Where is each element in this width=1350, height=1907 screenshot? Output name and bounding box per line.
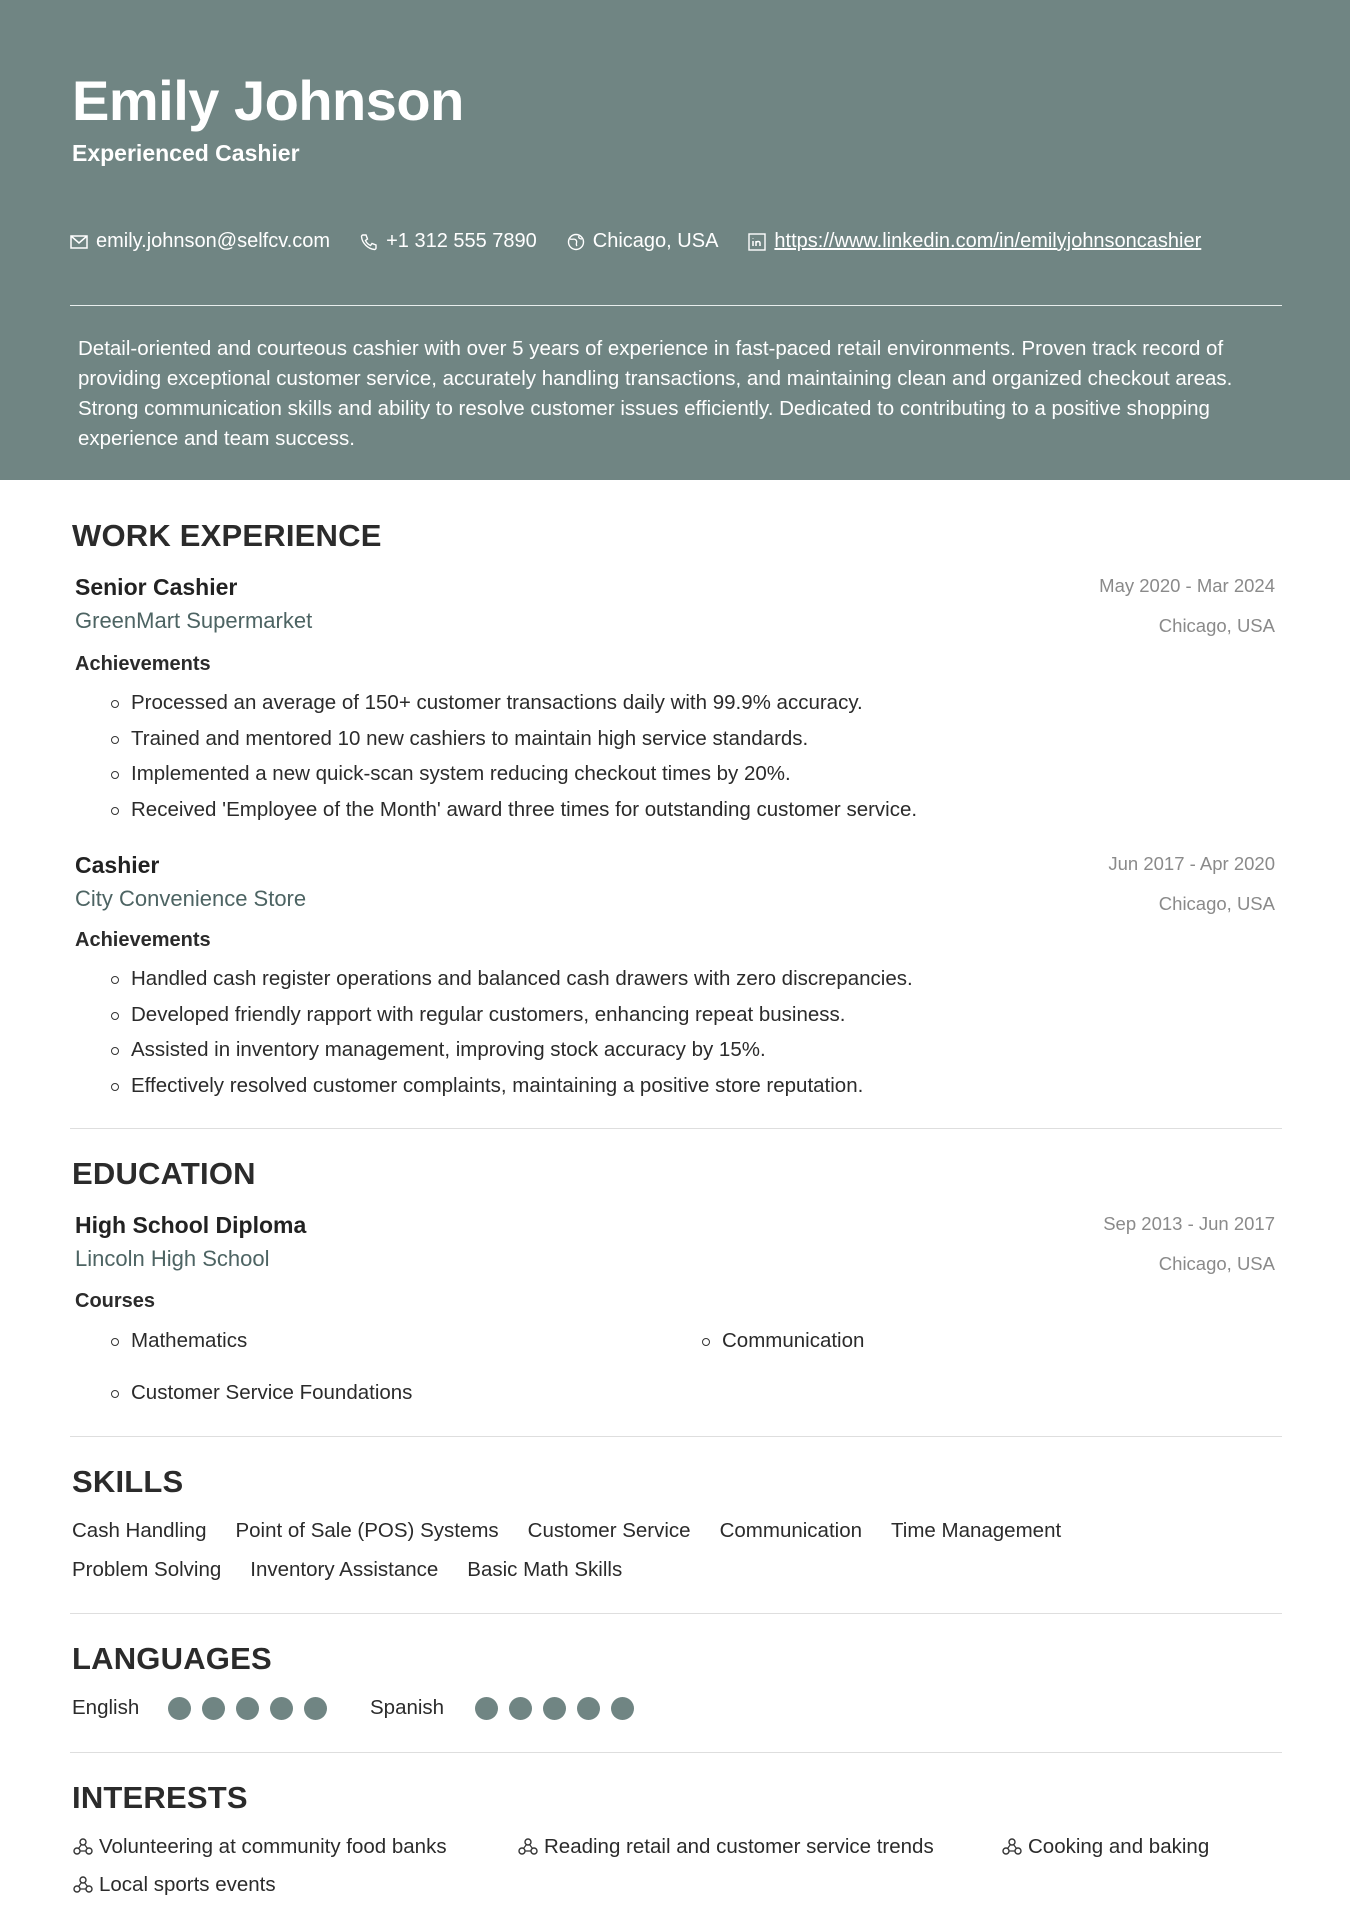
section-title-skills: SKILLS bbox=[72, 1464, 184, 1499]
contact-email[interactable] bbox=[70, 230, 330, 253]
skill-item: Cash Handling bbox=[72, 1519, 207, 1542]
degree-title: High School Diploma bbox=[75, 1212, 307, 1238]
job-company: GreenMart Supermarket bbox=[75, 608, 313, 633]
rating-dot bbox=[236, 1697, 259, 1720]
interest-text: Cooking and baking bbox=[1028, 1835, 1210, 1858]
section-divider bbox=[70, 1128, 1282, 1129]
job-title: Senior Cashier bbox=[75, 574, 238, 600]
interest-text: Reading retail and customer service trends bbox=[544, 1835, 934, 1858]
rating-dot bbox=[168, 1697, 191, 1720]
section-divider bbox=[70, 1436, 1282, 1437]
section-divider bbox=[70, 1613, 1282, 1614]
rating-dot bbox=[202, 1697, 225, 1720]
achievements-label: Achievements bbox=[75, 929, 211, 951]
skill-item: Basic Math Skills bbox=[467, 1558, 623, 1581]
achievements-list bbox=[131, 961, 913, 1103]
courses-label: Courses bbox=[75, 1290, 156, 1312]
course-item: Mathematics bbox=[131, 1329, 248, 1352]
interest-icon bbox=[1002, 1838, 1022, 1856]
education-dates: Sep 2013 - Jun 2017 bbox=[1103, 1213, 1275, 1234]
section-title-languages: LANGUAGES bbox=[72, 1641, 272, 1676]
language-name: English bbox=[72, 1696, 140, 1719]
contact-bar bbox=[70, 230, 1231, 253]
job-company: City Convenience Store bbox=[75, 886, 307, 911]
list-item: Assisted in inventory management, improving stock accuracy by 15%. bbox=[131, 1032, 913, 1068]
location-text: Chicago, USA bbox=[592, 230, 719, 252]
skill-item: Point of Sale (POS) Systems bbox=[235, 1519, 499, 1542]
list-item: Effectively resolved customer complaints, maintaining a positive store reputation. bbox=[131, 1068, 913, 1104]
profile-summary: Detail-oriented and courteous cashier with over 5 years of experience in fast-paced retail environments. Proven track record of providing exceptional customer service, accurately handling transactions, and maintaining clean and organized checkout areas. Strong communication skills and ability to resolve customer issues efficiently. Dedicated to contributing to a positive shopping experience and team success. bbox=[78, 337, 1233, 450]
contact-linkedin[interactable] bbox=[748, 230, 1201, 253]
job-dates: May 2020 - Mar 2024 bbox=[1099, 575, 1275, 596]
interest-icon bbox=[73, 1838, 93, 1856]
globe-icon bbox=[567, 233, 585, 251]
skill-item: Inventory Assistance bbox=[250, 1558, 439, 1581]
mail-icon bbox=[70, 235, 88, 249]
rating-dot bbox=[270, 1697, 293, 1720]
interest-item bbox=[73, 1873, 276, 1897]
list-item: Developed friendly rapport with regular customers, enhancing repeat business. bbox=[131, 997, 913, 1033]
interest-icon bbox=[518, 1838, 538, 1856]
rating-dot bbox=[475, 1697, 498, 1720]
contact-phone[interactable] bbox=[360, 230, 537, 253]
email-text: emily.johnson@selfcv.com bbox=[96, 230, 331, 252]
section-divider bbox=[70, 1752, 1282, 1753]
list-item: Received 'Employee of the Month' award three times for outstanding customer service. bbox=[131, 792, 917, 828]
interest-item bbox=[518, 1835, 934, 1859]
candidate-title: Experienced Cashier bbox=[72, 140, 300, 166]
interest-text: Local sports events bbox=[99, 1873, 276, 1896]
job-dates: Jun 2017 - Apr 2020 bbox=[1108, 853, 1275, 874]
skills-row bbox=[72, 1558, 651, 1582]
interest-icon bbox=[73, 1876, 93, 1894]
school-name: Lincoln High School bbox=[75, 1246, 270, 1271]
course-item: Communication bbox=[722, 1329, 865, 1352]
interest-item bbox=[73, 1835, 447, 1859]
language-rating bbox=[168, 1697, 338, 1720]
phone-icon bbox=[360, 233, 378, 251]
linkedin-icon bbox=[748, 233, 766, 251]
header-divider bbox=[70, 305, 1282, 306]
skill-item: Problem Solving bbox=[72, 1558, 222, 1581]
list-item: Processed an average of 150+ customer transactions daily with 99.9% accuracy. bbox=[131, 685, 917, 721]
list-item: Trained and mentored 10 new cashiers to maintain high service standards. bbox=[131, 721, 917, 757]
interest-text: Volunteering at community food banks bbox=[99, 1835, 447, 1858]
phone-text: +1 312 555 7890 bbox=[386, 230, 537, 252]
education-location: Chicago, USA bbox=[1158, 1253, 1275, 1274]
rating-dot bbox=[611, 1697, 634, 1720]
skills-row bbox=[72, 1519, 1090, 1543]
skill-item: Communication bbox=[719, 1519, 863, 1542]
interest-item bbox=[1002, 1835, 1209, 1859]
language-rating bbox=[475, 1697, 645, 1720]
resume-header bbox=[0, 0, 1350, 480]
course-item: Customer Service Foundations bbox=[131, 1381, 413, 1404]
rating-dot bbox=[543, 1697, 566, 1720]
language-name: Spanish bbox=[370, 1696, 445, 1719]
contact-location bbox=[567, 230, 719, 253]
skill-item: Time Management bbox=[891, 1519, 1062, 1542]
linkedin-link[interactable]: https://www.linkedin.com/in/emilyjohnsoncashier bbox=[774, 230, 1202, 252]
achievements-label: Achievements bbox=[75, 653, 211, 675]
list-item: Handled cash register operations and balanced cash drawers with zero discrepancies. bbox=[131, 961, 913, 997]
job-title: Cashier bbox=[75, 852, 160, 878]
skill-item: Customer Service bbox=[527, 1519, 691, 1542]
job-location: Chicago, USA bbox=[1158, 893, 1275, 914]
rating-dot bbox=[509, 1697, 532, 1720]
section-title-interests: INTERESTS bbox=[72, 1780, 248, 1815]
candidate-name: Emily Johnson bbox=[72, 69, 464, 132]
rating-dot bbox=[304, 1697, 327, 1720]
section-title-education: EDUCATION bbox=[72, 1156, 256, 1191]
rating-dot bbox=[577, 1697, 600, 1720]
achievements-list bbox=[131, 685, 917, 827]
job-location: Chicago, USA bbox=[1158, 615, 1275, 636]
section-title-work: WORK EXPERIENCE bbox=[72, 518, 382, 553]
list-item: Implemented a new quick-scan system reducing checkout times by 20%. bbox=[131, 756, 917, 792]
